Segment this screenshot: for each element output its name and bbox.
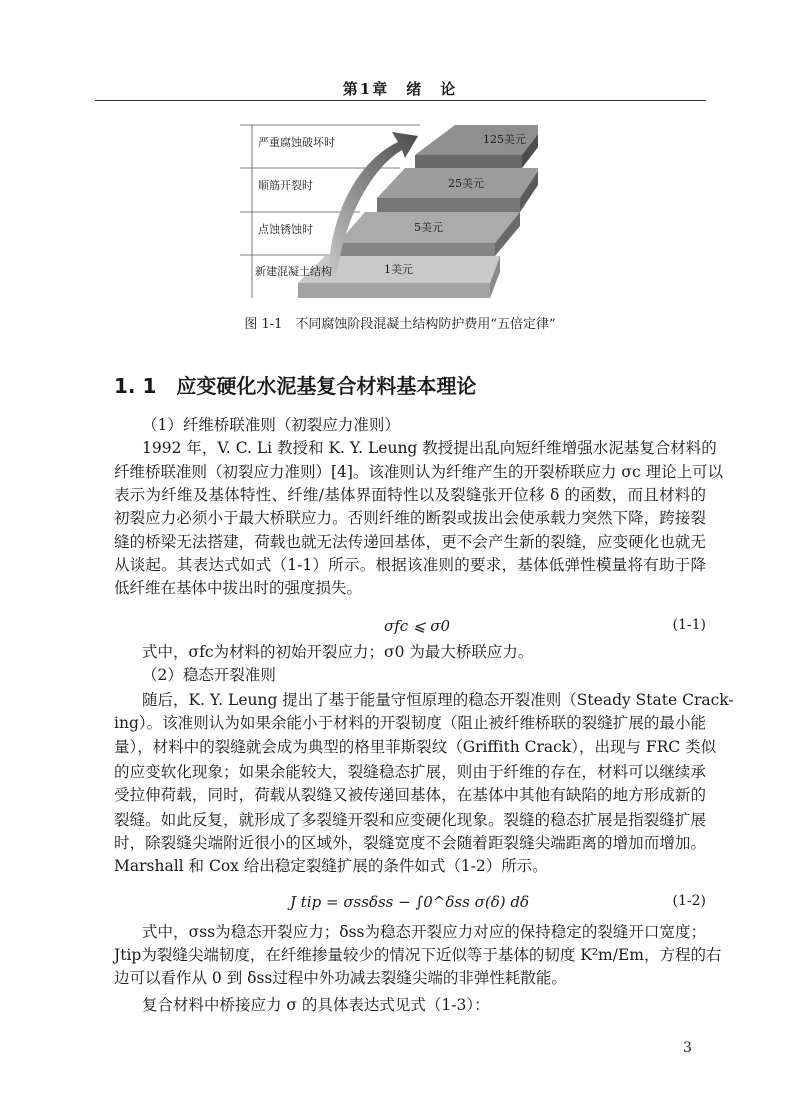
- body-line: 随后，K. Y. Leung 提出了基于能量守恒原理的稳态开裂准则（Steady State Crack-: [142, 691, 734, 709]
- page-number: 3: [683, 1040, 692, 1056]
- body-line: 缝的桥梁无法搭建，荷载也就无法传递回基体，更不会产生新的裂缝，应变硬化也就无: [114, 533, 706, 551]
- body-line: 式中，σss为稳态开裂应力；δss为稳态开裂应力对应的保持稳定的裂缝开口宽度；: [142, 923, 706, 941]
- body-line: 量），材料中的裂缝就会成为典型的格里菲斯裂纹（Griffith Crack），出现与 FRC 类似: [114, 738, 717, 756]
- stage-label: 新建混凝土结构: [255, 265, 332, 278]
- equation-number: (1-1): [672, 617, 706, 633]
- body-line: 表示为纤维及基体特性、纤维/基体界面特性以及裂缝张开位移 δ 的函数，而且材料的: [114, 486, 706, 504]
- body-line: 低纤维在基体中拔出时的强度损失。: [114, 579, 363, 597]
- header-rule: [95, 100, 706, 101]
- body-line: 纤维桥联准则（初裂应力准则）[4]。该准则认为纤维产生的开裂桥联应力 σc 理论上可以: [114, 463, 724, 481]
- equation-1-1: σfc ⩽ σ0: [384, 617, 451, 635]
- body-line: 式中，σfc为材料的初始开裂应力；σ0 为最大桥联应力。: [142, 643, 534, 661]
- subsection-heading: （2）稳态开裂准则: [142, 666, 276, 684]
- body-line: 1992 年，V. C. Li 教授和 K. Y. Leung 教授提出乱向短纤维增强水泥基复合材料的: [142, 439, 717, 457]
- body-line: 边可以看作从 0 到 δss过程中外功减去裂缝尖端的非弹性耗散能。: [114, 969, 567, 987]
- body-line: 从谈起。其表达式如式（1-1）所示。根据该准则的要求，基体低弹性模量将有助于降: [114, 556, 706, 574]
- stage-label: 顺筋开裂时: [258, 179, 313, 192]
- cost-label: 25美元: [448, 177, 484, 190]
- running-header: 第1章 绪 论: [342, 80, 458, 98]
- figure-cost-staircase: [238, 118, 538, 312]
- cost-label: 5美元: [414, 221, 443, 234]
- stage-label: 点蚀锈蚀时: [258, 223, 313, 236]
- body-line: ing）。该准则认为如果余能小于材料的开裂韧度（阻止被纤维桥联的裂缝扩展的最小能: [114, 714, 706, 732]
- body-line: 裂缝。如此反复，就形成了多裂缝开裂和应变硬化现象。裂缝的稳态扩展是指裂缝扩展: [114, 811, 706, 829]
- cost-label: 1美元: [384, 263, 413, 276]
- section-title: 1. 1 应变硬化水泥基复合材料基本理论: [114, 374, 477, 398]
- body-line: 初裂应力必须小于最大桥联应力。否则纤维的断裂或拔出会使承载力突然下降，跨接裂: [114, 509, 706, 527]
- body-line: 时，除裂缝尖端附近很小的区域外，裂缝宽度不会随着距裂缝尖端距离的增加而增加。: [114, 834, 706, 852]
- cost-label: 125美元: [483, 133, 526, 146]
- stage-label: 严重腐蚀破坏时: [258, 136, 335, 149]
- equation-1-2: J tip = σssδss − ∫0^δss σ(δ) dδ: [290, 893, 529, 911]
- body-line: 的应变软化现象；如果余能较大，裂缝稳态扩展，则由于纤维的存在，材料可以继续承: [114, 763, 706, 781]
- body-line: Marshall 和 Cox 给出稳定裂缝扩展的条件如式（1-2）所示。: [114, 857, 548, 875]
- body-line: 受拉伸荷载，同时，荷载从裂缝又被传递回基体，在基体中其他有缺陷的地方形成新的: [114, 786, 706, 804]
- body-line: 复合材料中桥接应力 σ 的具体表达式见式（1-3）：: [142, 996, 490, 1014]
- equation-number: (1-2): [672, 893, 706, 909]
- figure-caption: 图 1-1 不同腐蚀阶段混凝土结构防护费用“五倍定律”: [244, 317, 556, 332]
- body-line: Jtip为裂缝尖端韧度，在纤维掺量较少的情况下近似等于基体的韧度 K²m/Em，方程的右: [114, 946, 722, 964]
- subsection-heading: （1）纤维桥联准则（初裂应力准则）: [142, 416, 400, 434]
